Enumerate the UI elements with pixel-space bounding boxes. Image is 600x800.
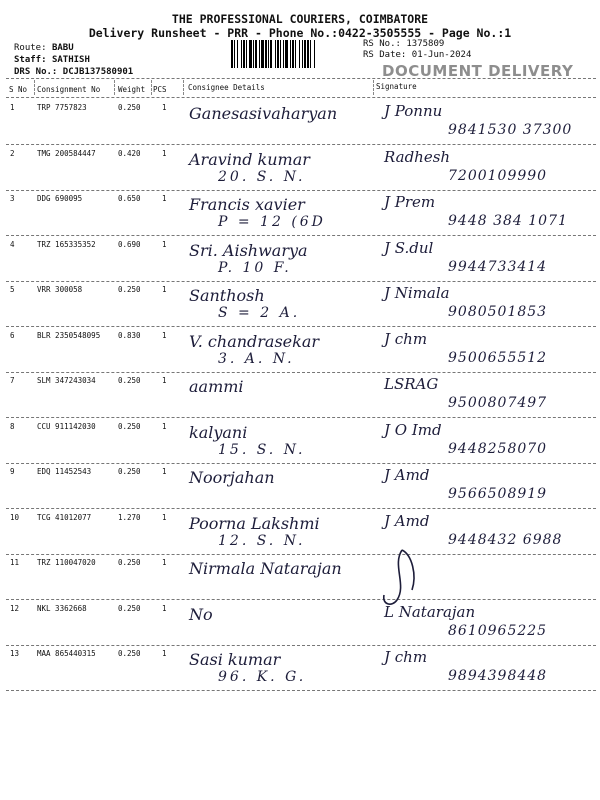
- row-weight: 0.250: [118, 103, 141, 112]
- row-weight: 0.250: [118, 467, 141, 476]
- barcode-bar: [270, 40, 272, 68]
- barcode-bar: [243, 40, 245, 68]
- row-pcs: 1: [162, 285, 167, 294]
- signature: J Amd: [384, 466, 430, 484]
- barcode-bar: [246, 40, 247, 68]
- signature-scribble: [372, 545, 432, 615]
- row-pcs: 1: [162, 103, 167, 112]
- row-weight: 0.250: [118, 649, 141, 658]
- row-pcs: 1: [162, 330, 167, 340]
- row-weight: 0.250: [118, 285, 141, 294]
- consignee-address: P = 12 (6D: [218, 214, 326, 230]
- barcode-bar: [299, 40, 300, 68]
- table-row: [6, 146, 596, 191]
- row-sno: 6: [10, 330, 15, 340]
- receiver-phone: 9841530 37300: [448, 122, 573, 138]
- row-sno: 9: [10, 467, 15, 476]
- barcode-bar: [259, 40, 260, 68]
- row-consignment-no: NKL 3362668: [37, 603, 87, 613]
- signature: J S.dul: [384, 238, 434, 257]
- receiver-phone: 9894398448: [448, 668, 548, 684]
- consignee-address: 12. S. N.: [218, 532, 306, 549]
- row-pcs: 1: [162, 421, 167, 431]
- table-row: [6, 191, 596, 236]
- row-sno: 1: [10, 103, 15, 112]
- row-consignment-no: SLM 347243034: [37, 376, 96, 385]
- barcode-bar: [310, 40, 311, 68]
- barcode-bar: [253, 40, 254, 68]
- row-consignment-no: DDG 690095: [37, 194, 83, 203]
- consignee-name: Noorjahan: [189, 468, 275, 487]
- row-pcs: 1: [162, 558, 167, 567]
- row-consignment-no: TMG 200584447: [37, 148, 96, 158]
- consignee-name: Aravind kumar: [189, 149, 310, 169]
- consignee-name: Sri. Aishwarya: [189, 240, 308, 260]
- rs-no-value: 1375809: [406, 39, 445, 49]
- staff-value: SATHISH: [51, 55, 90, 65]
- table-row: [6, 237, 596, 282]
- table-row: [6, 373, 596, 418]
- row-sno: 12: [10, 603, 20, 613]
- drs-value: DCJB137580901: [62, 67, 134, 77]
- runsheet-subtitle: Delivery Runsheet - PRR - Phone No.:0422-3505555 - Page No.:1: [88, 26, 512, 40]
- col-divider: [114, 80, 115, 95]
- consignee-name: Nirmala Natarajan: [189, 559, 342, 578]
- row-sno: 3: [10, 194, 15, 203]
- row-pcs: 1: [162, 148, 167, 158]
- row-sno: 4: [10, 239, 15, 249]
- barcode-bar: [249, 40, 252, 68]
- row-consignment-no: TCG 41012077: [37, 512, 92, 522]
- table-row: [6, 555, 596, 600]
- consignee-name: Poorna Lakshmi: [189, 513, 320, 533]
- barcode-bar: [231, 40, 233, 68]
- signature: J Amd: [384, 511, 430, 530]
- consignee-name: Ganesasivaharyan: [189, 104, 338, 123]
- barcode-bar: [280, 40, 281, 68]
- row-consignment-no: VRR 300058: [37, 285, 83, 294]
- row-sno: 8: [10, 421, 15, 431]
- row-consignment-no: TRZ 110047020: [37, 558, 96, 567]
- row-weight: 0.250: [118, 421, 141, 431]
- receiver-phone: 9500655512: [448, 349, 548, 366]
- row-sno: 2: [10, 148, 15, 158]
- signature: J chm: [384, 648, 428, 666]
- staff-label: Staff:: [14, 55, 47, 65]
- row-weight: 0.650: [118, 194, 141, 203]
- barcode-bar: [292, 40, 294, 68]
- row-consignment-no: EDQ 11452543: [37, 467, 92, 476]
- col-header-signature: Signature: [376, 82, 417, 91]
- barcode-bar: [255, 40, 257, 68]
- barcode-bar: [277, 40, 279, 68]
- consignee-name: kalyani: [189, 422, 248, 442]
- col-divider: [183, 80, 184, 95]
- consignee-name: aammi: [189, 377, 244, 396]
- receiver-phone: 9566508919: [448, 486, 548, 502]
- signature: J Prem: [384, 193, 436, 211]
- signature: J O Imd: [384, 420, 442, 439]
- signature: J chm: [384, 329, 428, 348]
- table-row: [6, 601, 596, 646]
- barcode-bar: [307, 40, 309, 68]
- row-consignment-no: TRP 7757823: [37, 103, 87, 112]
- row-weight: 0.250: [118, 558, 141, 567]
- route-value: BABU: [51, 43, 74, 53]
- receiver-phone: 7200109990: [448, 167, 548, 184]
- receiver-phone: 9448 384 1071: [448, 213, 568, 229]
- row-weight: 0.250: [118, 603, 141, 613]
- consignee-address: 3. A. N.: [218, 350, 295, 367]
- row-weight: 0.420: [118, 148, 141, 158]
- consignee-name: Francis xavier: [189, 195, 305, 214]
- receiver-phone: 9080501853: [448, 304, 548, 320]
- row-consignment-no: CCU 911142030: [37, 421, 96, 431]
- row-pcs: 1: [162, 603, 167, 613]
- row-rule: [6, 690, 596, 691]
- consignee-address: 96. K. G.: [218, 669, 307, 685]
- col-header-consignment: Consignment No: [37, 85, 101, 94]
- barcode-bar: [304, 40, 306, 68]
- col-header-pcs: PCS: [153, 85, 167, 94]
- signature: L Natarajan: [384, 602, 476, 621]
- row-pcs: 1: [162, 512, 167, 522]
- col-header-weight: Weight: [118, 85, 146, 94]
- row-weight: 0.690: [118, 239, 141, 249]
- row-sno: 10: [10, 512, 20, 522]
- rs-info: [363, 39, 471, 61]
- row-sno: 11: [10, 558, 20, 567]
- barcode-bar: [261, 40, 264, 68]
- col-header-consignee: Consignee Details: [188, 83, 265, 92]
- drs-label: DRS No.:: [14, 67, 58, 77]
- rs-no-label: RS No.:: [363, 39, 401, 49]
- consignee-address: 20. S. N.: [218, 168, 306, 185]
- signature: J Nimala: [384, 284, 450, 302]
- signature: Radhesh: [384, 147, 451, 166]
- consignee-name: No: [189, 604, 213, 624]
- barcode-bar: [295, 40, 296, 68]
- row-sno: 13: [10, 649, 20, 658]
- barcode-bar: [283, 40, 284, 68]
- col-divider: [34, 80, 35, 95]
- table-row: [6, 419, 596, 464]
- consignee-address: 15. S. N.: [218, 441, 306, 458]
- col-divider: [373, 80, 374, 95]
- consignee-address: P. 10 F.: [218, 259, 292, 276]
- table-row: [6, 646, 596, 691]
- table-row: [6, 282, 596, 327]
- signature: LSRAG: [384, 375, 439, 393]
- table-row: [6, 328, 596, 373]
- rs-date-value: 01-Jun-2024: [411, 50, 472, 60]
- receiver-phone: 8610965225: [448, 622, 548, 639]
- drs-info: [14, 67, 133, 79]
- row-sno: 7: [10, 376, 15, 385]
- row-pcs: 1: [162, 467, 167, 476]
- table-row: [6, 510, 596, 555]
- row-weight: 1.270: [118, 512, 141, 522]
- table-top-rule: [6, 78, 596, 79]
- receiver-phone: 9500807497: [448, 395, 548, 411]
- col-header-sno: S No: [9, 85, 28, 94]
- row-pcs: 1: [162, 376, 167, 385]
- barcode-bar: [241, 40, 242, 68]
- barcode-bar: [265, 40, 267, 68]
- row-pcs: 1: [162, 649, 167, 658]
- row-weight: 0.250: [118, 376, 141, 385]
- document-delivery-stamp: DOCUMENT DELIVERY: [382, 62, 574, 80]
- barcode: [230, 40, 358, 68]
- staff-info: [14, 55, 90, 67]
- table-row: [6, 464, 596, 509]
- barcode-bar: [302, 40, 303, 68]
- barcode-bar: [290, 40, 291, 68]
- row-consignment-no: MAA 865440315: [37, 649, 96, 658]
- row-consignment-no: BLR 2350548095: [37, 330, 101, 340]
- route-label: Route:: [14, 43, 47, 53]
- row-pcs: 1: [162, 239, 167, 249]
- receiver-phone: 9944733414: [448, 258, 548, 275]
- row-pcs: 1: [162, 194, 167, 203]
- barcode-bar: [314, 40, 315, 68]
- consignee-name: Sasi kumar: [189, 650, 281, 669]
- barcode-bar: [237, 40, 238, 68]
- consignee-address: S = 2 A.: [218, 305, 301, 321]
- route-info: [14, 43, 74, 55]
- consignee-name: V. chandrasekar: [189, 331, 320, 351]
- barcode-bar: [275, 40, 276, 68]
- receiver-phone: 9448432 6988: [448, 531, 563, 548]
- row-sno: 5: [10, 285, 15, 294]
- table-row: [6, 100, 596, 145]
- rs-date-label: RS Date:: [363, 50, 407, 60]
- runsheet-title: THE PROFESSIONAL COURIERS, COIMBATORE: [171, 12, 429, 26]
- col-divider: [151, 80, 152, 95]
- signature: J Ponnu: [384, 102, 443, 120]
- consignee-name: Santhosh: [189, 286, 265, 305]
- receiver-phone: 9448258070: [448, 440, 548, 457]
- header-rule: [6, 97, 596, 98]
- barcode-bar: [268, 40, 269, 68]
- barcode-bar: [234, 40, 235, 68]
- row-weight: 0.830: [118, 330, 141, 340]
- row-consignment-no: TRZ 165335352: [37, 239, 96, 249]
- barcode-bar: [285, 40, 288, 68]
